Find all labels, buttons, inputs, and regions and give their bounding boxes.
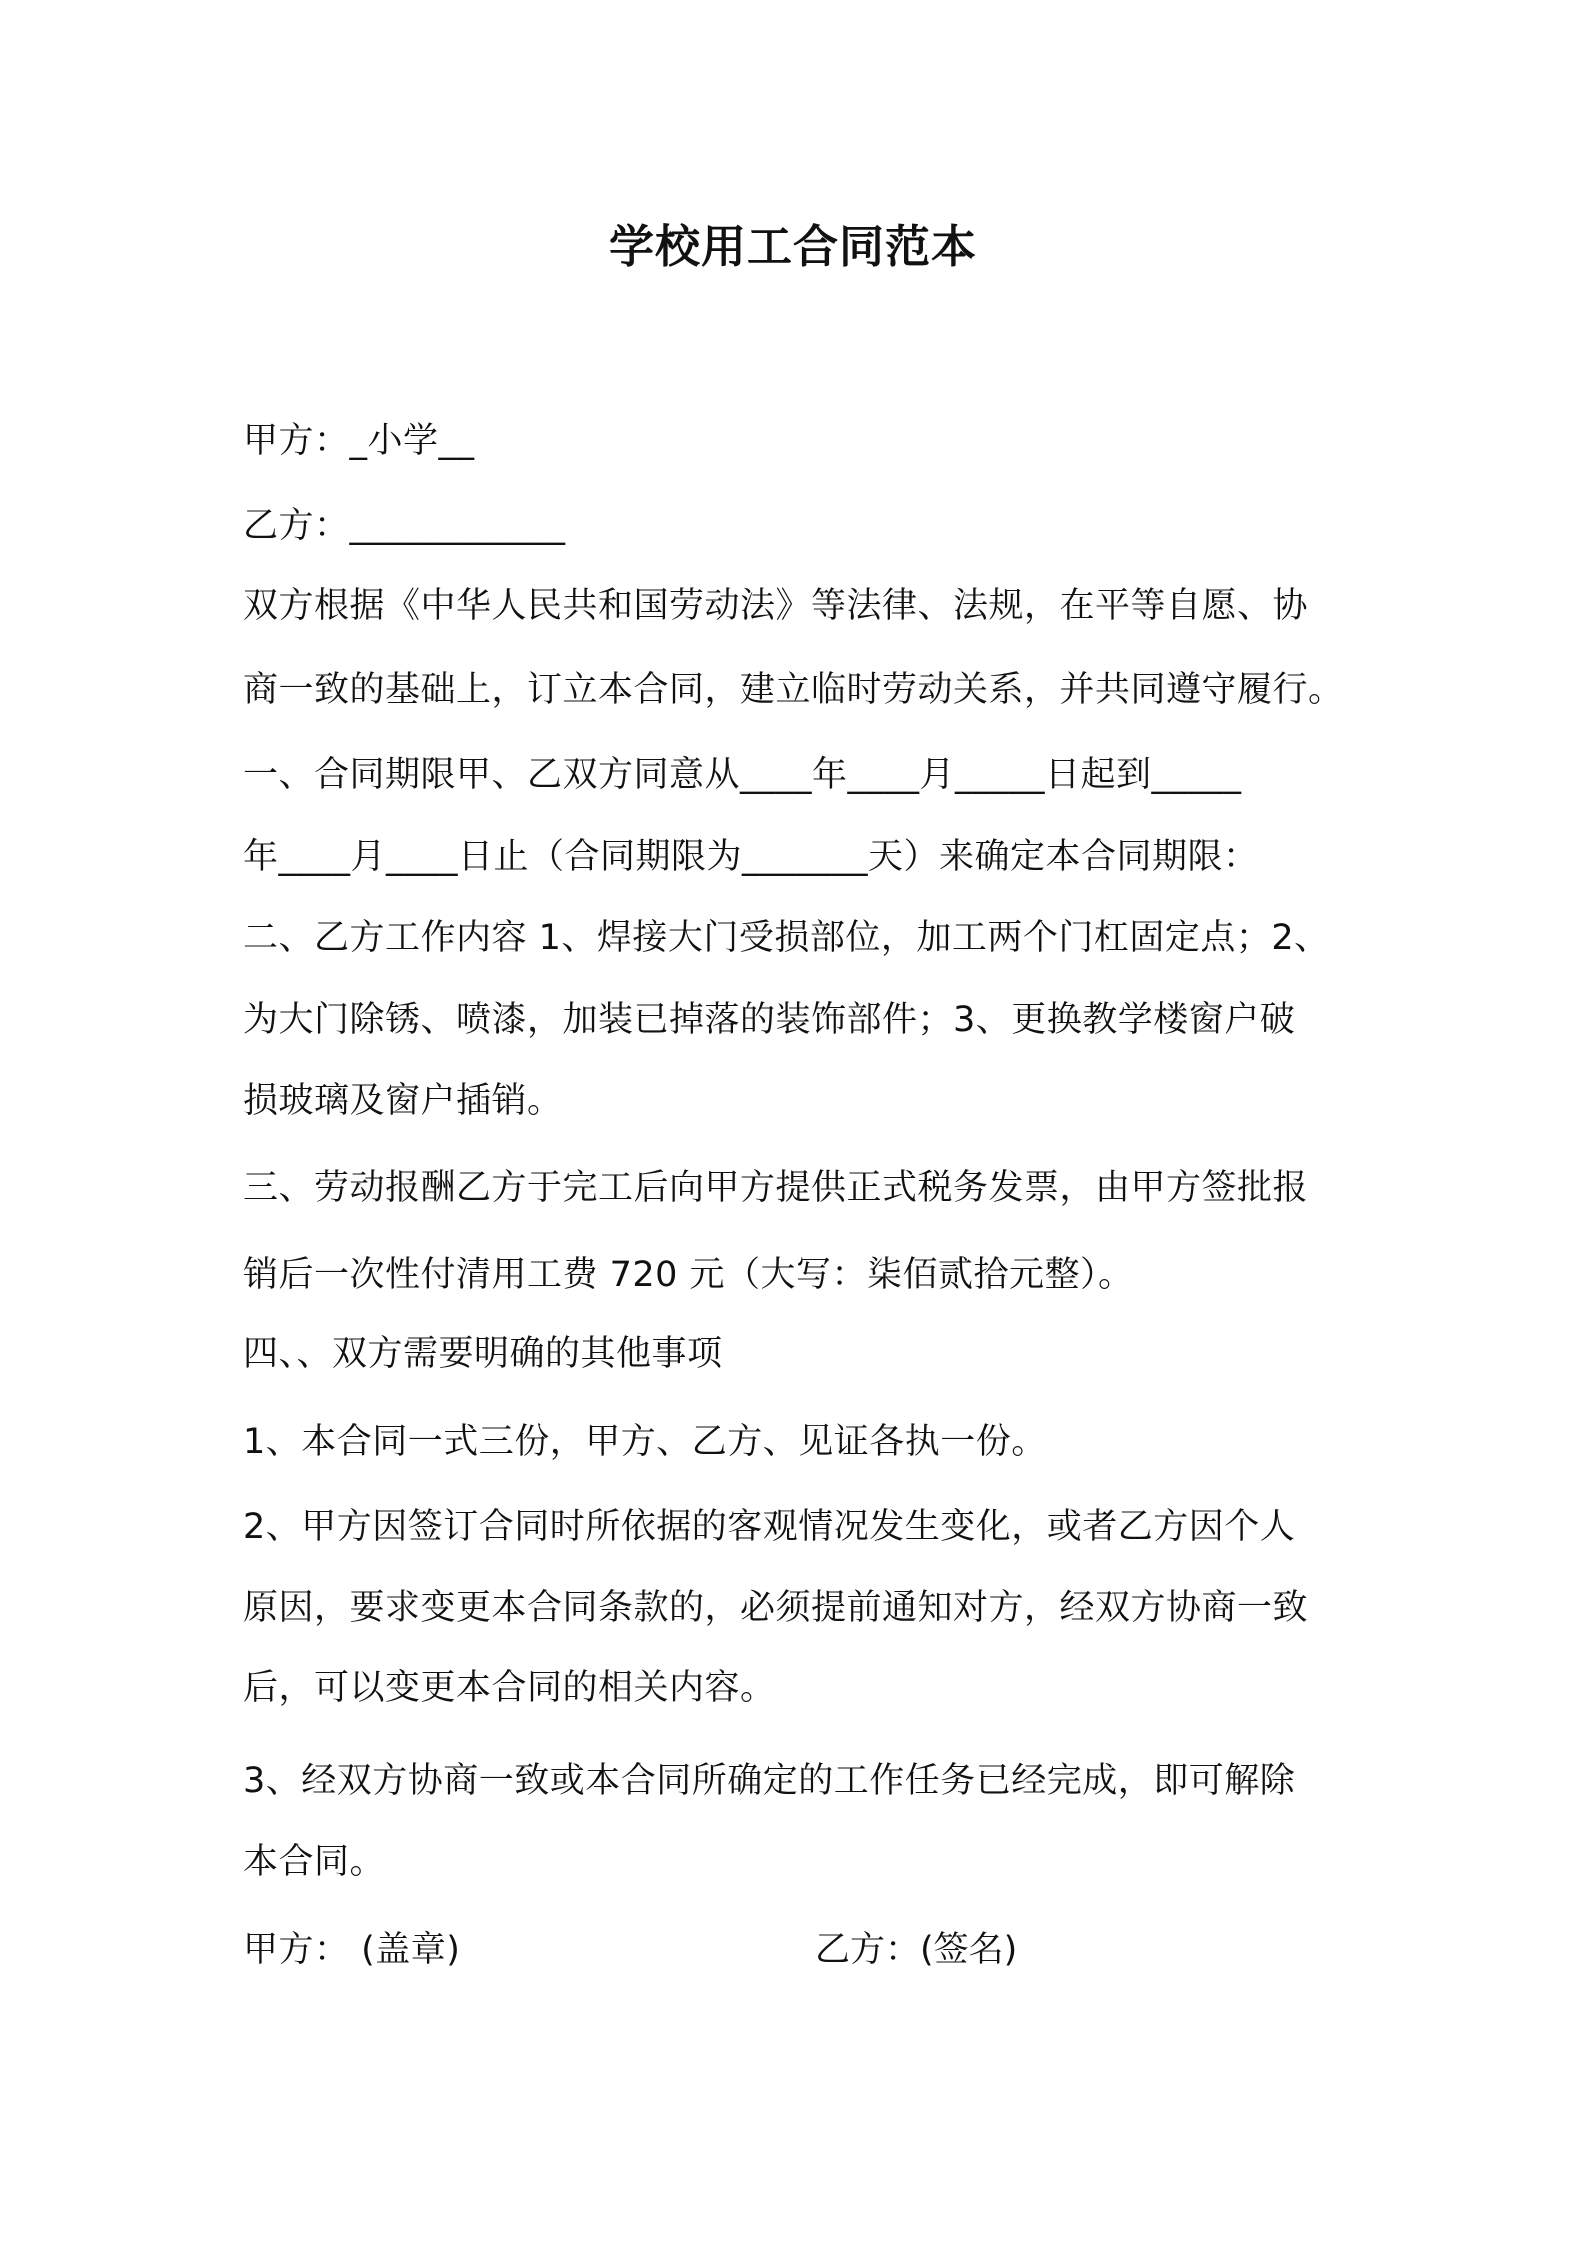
- clause-2-line-1: 2、甲方因签订合同时所依据的客观情况发生变化，或者乙方因个人: [243, 1507, 1296, 1547]
- party-b-signature: 乙方：(签名): [815, 1930, 1018, 1970]
- preamble-line-2: 商一致的基础上，订立本合同，建立临时劳动关系，并共同遵守履行。: [243, 670, 1344, 710]
- work-content-line-2: 为大门除锈、喷漆，加装已掉落的装饰部件；3、更换教学楼窗户破: [243, 1000, 1296, 1040]
- party-a-line: 甲方：_小学__: [243, 421, 475, 461]
- document-title: 学校用工合同范本: [608, 220, 977, 273]
- work-content-line-1: 二、乙方工作内容 1、焊接大门受损部位，加工两个门杠固定点；2、: [243, 918, 1330, 958]
- clause-1-line: 1、本合同一式三份，甲方、乙方、见证各执一份。: [243, 1422, 1047, 1462]
- term-line-2: 年____月____日止（合同期限为_______天）来确定本合同期限：: [243, 837, 1259, 877]
- other-matters-heading: 四、、双方需要明确的其他事项: [243, 1334, 723, 1374]
- clause-3-line-2: 本合同。: [243, 1842, 386, 1882]
- payment-line-1: 三、劳动报酬乙方于完工后向甲方提供正式税务发票，由甲方签批报: [243, 1168, 1309, 1208]
- clause-2-line-3: 后，可以变更本合同的相关内容。: [243, 1668, 776, 1708]
- preamble-line-1: 双方根据《中华人民共和国劳动法》等法律、法规，在平等自愿、协: [243, 586, 1309, 626]
- work-content-line-3: 损玻璃及窗户插销。: [243, 1081, 563, 1121]
- clause-3-line-1: 3、经双方协商一致或本合同所确定的工作任务已经完成，即可解除: [243, 1761, 1296, 1801]
- party-a-signature: 甲方： (盖章): [243, 1930, 461, 1970]
- term-line-1: 一、合同期限甲、乙双方同意从____年____月_____日起到_____: [243, 755, 1242, 795]
- payment-line-2: 销后一次性付清用工费 720 元（大写：柒佰贰拾元整）。: [243, 1255, 1134, 1295]
- party-b-line: 乙方：____________: [243, 506, 566, 546]
- clause-2-line-2: 原因，要求变更本合同条款的，必须提前通知对方，经双方协商一致: [243, 1588, 1309, 1628]
